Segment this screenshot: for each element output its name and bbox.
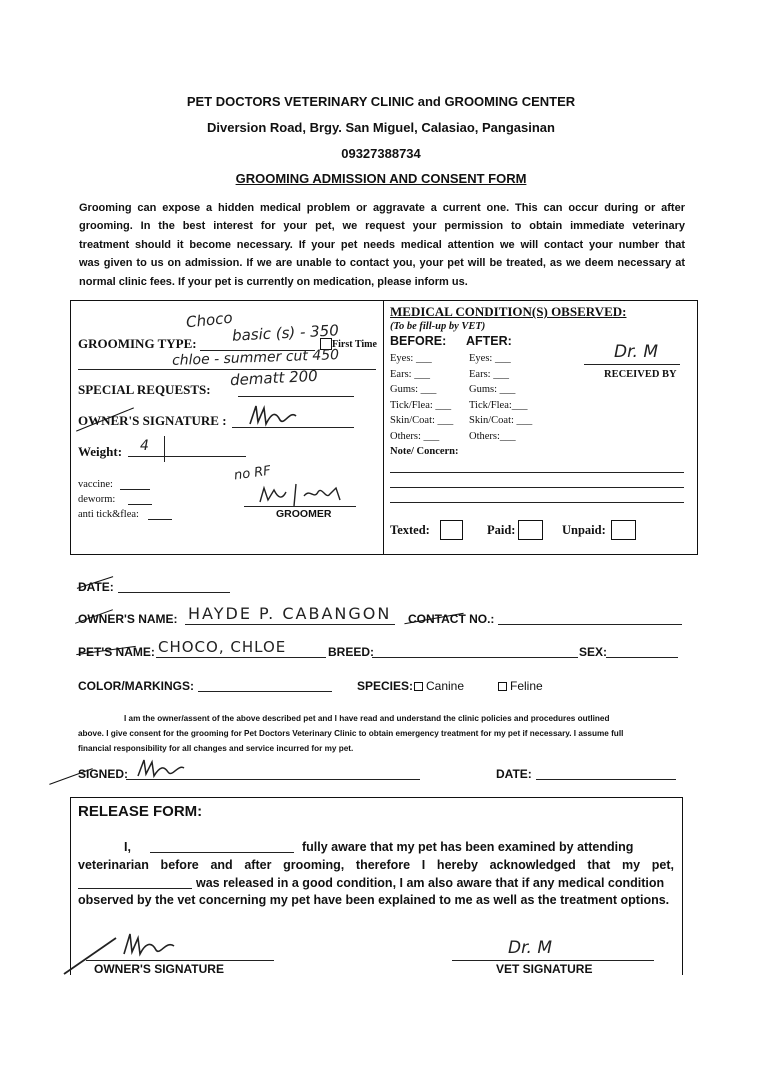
consent-line: I am the owner/assent of the above described pet and I have read and understand the clinic policies and procedures outlined (124, 714, 610, 723)
intro-line: Grooming can expose a hidden medical problem or aggravate a current one. This can occur during or after (79, 202, 685, 214)
form-title: GROOMING ADMISSION AND CONSENT FORM (235, 171, 527, 186)
sex-label: SEX: (579, 645, 608, 659)
release-i-label: I, (124, 840, 131, 854)
after-item: Tick/Flea:___ (469, 399, 528, 411)
medical-subtitle: (To be fill-up by VET) (390, 321, 486, 332)
vaccine-field[interactable] (120, 489, 150, 490)
grooming-type-label: GROOMING TYPE: (78, 336, 197, 351)
paid-checkbox[interactable] (518, 520, 543, 540)
signed-label: SIGNED: (78, 767, 129, 781)
pet-name-value: CHOCO, CHLOE (158, 638, 287, 656)
before-items (390, 351, 453, 445)
signed-date-field[interactable] (536, 779, 676, 780)
clinic-name: PET DOCTORS VETERINARY CLINIC and GROOMING CENTER (186, 94, 576, 109)
after-item: Eyes: ___ (469, 353, 511, 364)
note-line-2[interactable] (390, 487, 684, 488)
release-owner-signature-label: OWNER'S SIGNATURE (94, 962, 224, 976)
unpaid-label: Unpaid: (562, 523, 606, 537)
release-line3: was released in a good condition, I am also aware that if any medical condition (196, 876, 665, 890)
received-by-label: RECEIVED BY (604, 369, 677, 380)
before-item: Ears: ___ (390, 368, 430, 380)
date-label: DATE: (78, 580, 114, 594)
grooming-type-field-2[interactable] (78, 369, 376, 370)
intro-line: normal clinic fees. If your pet is currently on medication, please inform us. (79, 275, 468, 288)
handwritten-stroke (164, 436, 165, 462)
vet-signature-field[interactable] (452, 960, 654, 961)
handwritten-weight: 4 (140, 438, 149, 454)
note-line-3[interactable] (390, 502, 684, 503)
before-item: Eyes: ___ (390, 353, 432, 364)
canine-checkbox[interactable] (414, 682, 423, 691)
species-label: SPECIES: (357, 679, 414, 693)
received-by-signature: Dr. M (614, 342, 658, 362)
release-owner-signature-field[interactable] (86, 960, 274, 961)
owner-signature-scribble (246, 402, 302, 430)
owner-name-value: HAYDE P. CABANGON (188, 604, 392, 623)
vaccine-label: vaccine: (78, 479, 113, 490)
canine-label: Canine (426, 679, 465, 693)
contact-field[interactable] (498, 624, 682, 625)
color-field[interactable] (198, 691, 332, 692)
intro-line: treatment should it become necessary. If your pet needs medical attention we will contact your number that (79, 238, 685, 251)
consent-paragraph (78, 711, 684, 756)
note-label: Note/ Concern: (390, 446, 459, 457)
pet-name-field[interactable] (156, 657, 326, 658)
release-top-border (70, 797, 682, 798)
clinic-address: Diversion Road, Brgy. San Miguel, Calasiao, Pangasinan (207, 120, 555, 135)
color-label: COLOR/MARKINGS: (78, 679, 194, 693)
panel-divider (383, 300, 384, 555)
intro-paragraph (79, 199, 685, 291)
anti-tick-field[interactable] (148, 519, 172, 520)
release-name-field[interactable] (150, 852, 294, 853)
owner-name-field[interactable] (185, 624, 395, 625)
release-line4: observed by the vet concerning my pet have been explained to me as well as the treatment options. (78, 893, 670, 907)
special-requests-field[interactable] (238, 396, 354, 397)
release-title: RELEASE FORM: (78, 803, 203, 820)
after-label: AFTER: (466, 334, 512, 348)
after-items (469, 351, 532, 445)
feline-checkbox[interactable] (498, 682, 507, 691)
first-time-label: First Time (332, 339, 377, 350)
feline-label: Feline (510, 679, 543, 693)
before-item: Skin/Coat: ___ (390, 415, 454, 427)
before-item: Others: ___ (390, 430, 440, 442)
before-label: BEFORE: (390, 334, 447, 348)
breed-field[interactable] (372, 657, 578, 658)
consent-line: financial responsibility for all changes and service incurred for my pet. (78, 744, 354, 753)
medical-title: MEDICAL CONDITION(S) OBSERVED: (390, 304, 627, 319)
handwritten-chloe: chloe - summer cut 450 (171, 347, 340, 369)
handwritten-no-rf: no RF (233, 463, 272, 484)
signed-signature-scribble (134, 756, 190, 782)
vet-signature-value: Dr. M (508, 938, 552, 958)
release-line2: veterinarian before and after grooming, therefore I hereby acknowledged that my pet, (78, 858, 674, 872)
weight-field[interactable] (128, 456, 246, 457)
weight-label: Weight: (78, 444, 123, 459)
note-line-1[interactable] (390, 472, 684, 473)
after-item: Others:___ (469, 430, 516, 442)
signed-date-label: DATE: (496, 767, 532, 781)
intro-line: grooming. In the best interest for your pet, we request your permission to obtain immediate veterinary (79, 220, 685, 233)
before-item: Gums: ___ (390, 384, 437, 396)
deworm-field[interactable] (128, 504, 152, 505)
consent-line: above. I give consent for the grooming for Pet Doctors Veterinary Clinic to obtain emergency treatment for my pet if necessary. I assume full (78, 729, 624, 738)
handwritten-dematt: dematt 200 (229, 366, 319, 390)
release-line1: fully aware that my pet has been examined by attending (302, 840, 634, 854)
after-item: Gums: ___ (469, 384, 516, 396)
date-field[interactable] (118, 592, 230, 593)
intro-line: was given to us on admission. If we are unable to contact you, your pet will be treated, as we deem necessary at (79, 257, 685, 270)
release-pet-field[interactable] (78, 888, 192, 889)
before-item: Tick/Flea: ___ (390, 399, 452, 411)
texted-checkbox[interactable] (440, 520, 463, 540)
groomer-label: GROOMER (276, 508, 332, 520)
vet-signature-label: VET SIGNATURE (496, 962, 593, 976)
texted-label: Texted: (390, 523, 430, 537)
special-requests-label: SPECIAL REQUESTS: (78, 382, 211, 397)
after-item: Skin/Coat: ___ (469, 415, 533, 427)
handwritten-basic: basic (s) - 350 (231, 321, 340, 345)
sex-field[interactable] (606, 657, 678, 658)
received-by-field[interactable] (584, 364, 680, 365)
owner-signature-label: OWNER'S SIGNATURE : (78, 413, 227, 428)
groomer-signature-scribble (256, 482, 354, 508)
anti-tick-label: anti tick&flea: (78, 509, 139, 520)
paid-label: Paid: (487, 523, 516, 537)
clinic-phone: 09327388734 (341, 146, 421, 161)
after-item: Ears: ___ (469, 368, 509, 380)
deworm-label: deworm: (78, 494, 116, 505)
handwritten-choco: Choco (185, 308, 234, 332)
release-right-border (682, 797, 683, 975)
unpaid-checkbox[interactable] (611, 520, 636, 540)
contact-label: CONTACT NO.: (408, 612, 495, 626)
pet-name-label: PET'S NAME: (78, 645, 155, 659)
owner-name-label: OWNER'S NAME: (78, 612, 178, 626)
breed-label: BREED: (328, 645, 375, 659)
